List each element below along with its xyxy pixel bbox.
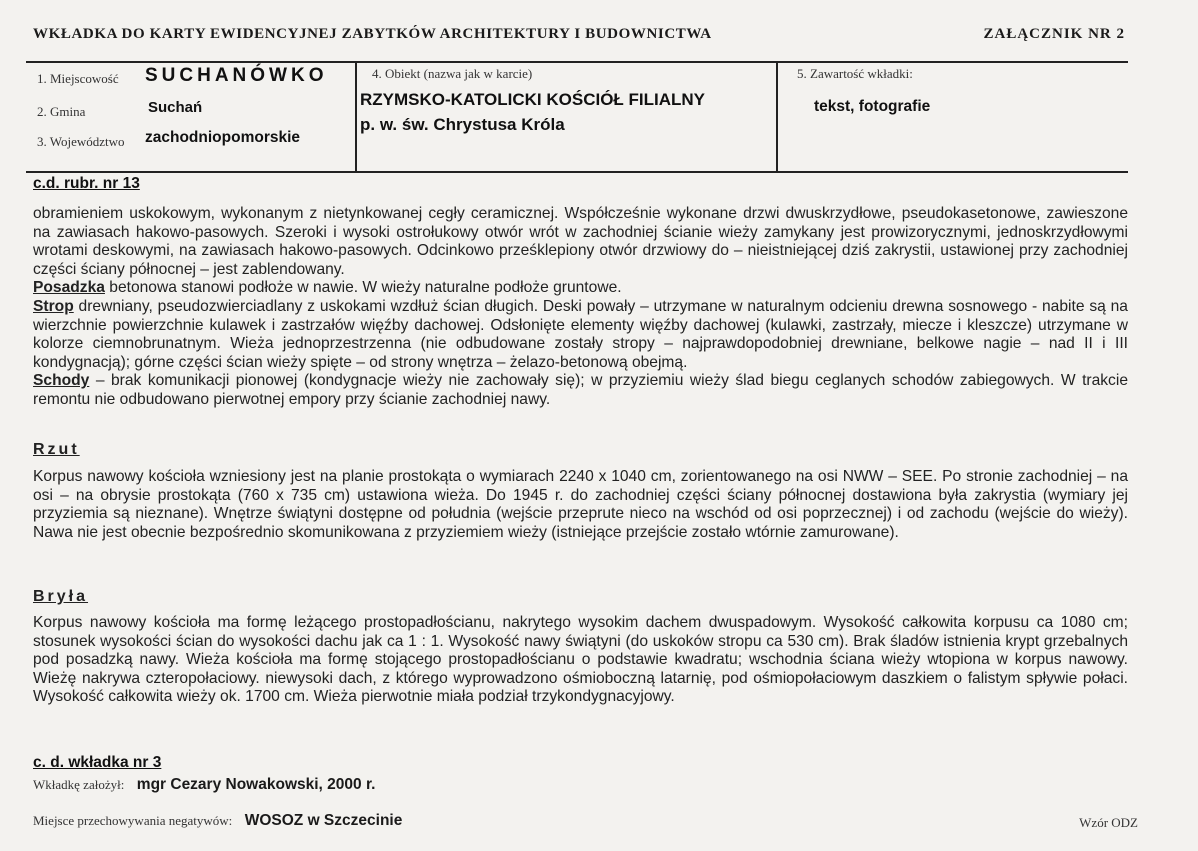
form-top-rule xyxy=(26,61,1128,63)
author-row xyxy=(33,776,375,794)
ceiling-paragraph xyxy=(33,298,1128,372)
author-value: mgr Cezary Nowakowski, 2000 r. xyxy=(136,776,376,793)
stairs-text: – brak komunikacji pionowej (kondygnacje wieży nie zachowały się); w przyziemiu wieży ślad biegu ceglanych schodów zabiegowych. W trakcie remontu nie odbudowano pierwotnej empory przy ścianie zachodniej nawy. xyxy=(33,372,1128,408)
plan-section xyxy=(33,468,1128,542)
contents-value: tekst, fotografie xyxy=(814,98,931,115)
ceiling-text: drewniany, pseudozwierciadlany z uskokami wzdłuż ścian długich. Deski powały – utrzymane w naturalnym odcieniu drewna sosnowego - nabite są na wierzchnie powierzchnie kulawek i zastrzałów więźby dachowej. Odsłonięte elementy więźby dachowej (kulawki, zastrzały, miecze i kleszcze) utrzymane w kolorze ciemnobrunatnym. Wieża jednoprzestrzenna (nie odbudowane zostały stropy – najprawdopodobniej drewniane, belkowe nagie – nad II i III kondygnacją); górne części ścian wieży spięte – od strony wnętrza – żelazo-betonową obejmą. xyxy=(33,297,1128,371)
stairs-paragraph xyxy=(33,372,1128,409)
continuation-text xyxy=(33,205,1128,410)
template-code: Wzór ODZ xyxy=(1079,815,1138,830)
annex-number: ZAŁĄCZNIK NR 2 xyxy=(983,26,1125,42)
stairs-keyword: Schody xyxy=(33,372,90,390)
door-paragraph: obramieniem uskokowym, wykonanym z nietynkowanej cegły ceramicznej. Współcześnie wykonane drzwi dwuskrzydłowe, pseudokasetonowe, zawieszone na zawiasach hakowo-pasowych. Szeroki i wysoki ostrołukowy otwór wrót w zachodniej ścianie wieży zamykany jest prowizorycznymi, jednoskrzydłowymi wrotami deskowymi, na zawiasach hakowo-pasowych. Odcinkowo prześklepiony otwór drzwiowy do – nieistniejącej dziś zakrystii, ustawionej przy zachodniej części ściany północnej – jest zablendowany. xyxy=(33,205,1128,278)
floor-paragraph xyxy=(33,279,1128,298)
floor-text: betonowa stanowi podłoże w nawie. W wieży naturalne podłoże gruntowe. xyxy=(104,279,622,297)
storage-value: WOSOZ w Szczecinie xyxy=(244,812,403,829)
contents-label: 5. Zawartość wkładki: xyxy=(797,66,913,81)
locality-value: SUCHANÓWKO xyxy=(145,65,328,86)
continuation-heading: c.d. rubr. nr 13 xyxy=(33,175,140,192)
object-label: 4. Obiekt (nazwa jak w karcie) xyxy=(372,66,533,81)
ceiling-keyword: Strop xyxy=(33,297,74,315)
form-bottom-rule xyxy=(26,171,1128,173)
form-divider-2 xyxy=(776,61,778,172)
voivodeship-value: zachodniopomorskie xyxy=(145,129,301,146)
voivodeship-label: 3. Województwo xyxy=(37,134,125,149)
floor-keyword: Posadzka xyxy=(33,279,105,297)
author-label: Wkładkę założył: xyxy=(33,777,125,792)
plan-text: Korpus nawowy kościoła wzniesiony jest na planie prostokąta o wymiarach 2240 x 1040 cm, zorientowanego na osi NWW – SEE. Po stronie zachodniej – na osi – na obrysie prostokąta (760 x 735 cm) ustawiona wieża. Do 1945 r. do zachodniej części ściany północnej dostawiona była zakrystia (wymiary jej przyziemia są nieznane). Wnętrze świątyni dostępne od południa (wejście przeprute nieco na wschód od osi poprzecznej) i od zachodu (wejście do wieży). Nawa nie jest obecnie bezpośrednio skomunikowana z przyziemiem wieży (istniejące przejście zostało wtórnie zamurowane). xyxy=(33,468,1128,541)
form-divider-1 xyxy=(355,61,357,172)
commune-value: Suchań xyxy=(148,99,203,116)
plan-heading: Rzut xyxy=(33,441,80,458)
massing-heading: Bryła xyxy=(33,588,89,605)
next-insert-note: c. d. wkładka nr 3 xyxy=(33,754,162,771)
object-name-line2: p. w. św. Chrystusa Króla xyxy=(360,115,565,134)
massing-section xyxy=(33,614,1128,707)
storage-label: Miejsce przechowywania negatywów: xyxy=(33,813,233,828)
object-name-line1: RZYMSKO-KATOLICKI KOŚCIÓŁ FILIALNY xyxy=(360,90,706,109)
massing-text: Korpus nawowy kościoła ma formę leżącego prostopadłościanu, nakrytego wysokim dachem dwuspadowym. Wysokość całkowita korpusu ca 1080 cm; stosunek wysokości ścian do wysokości dachu jak ca 1 : 1. Wysokość nawy świątyni (do uskoków stropu ca 530 cm). Brak śladów istnienia krypt grzebalnych pod posadzką nawy. Wieża kościoła ma formę stojącego prostopadłościanu o podstawie kwadratu; wschodnia ściana wieży wtopiona w korpus nawowy. Wieżę nakrywa czteropołaciowy. niewysoki dach, z którego wyprowadzono ośmioboczną latarnię, pod ośmiopołaciowym daszkiem o falistym spływie połaci. Wysokość całkowita wieży ok. 1700 cm. Wieża pierwotnie miała podział trzykondygnacyjowy. xyxy=(33,614,1128,706)
locality-label: 1. Miejscowość xyxy=(37,71,119,86)
commune-label: 2. Gmina xyxy=(37,104,86,119)
document-title: WKŁADKA DO KARTY EWIDENCYJNEJ ZABYTKÓW ARCHITEKTURY I BUDOWNICTWA xyxy=(33,26,712,42)
storage-row xyxy=(33,812,402,830)
